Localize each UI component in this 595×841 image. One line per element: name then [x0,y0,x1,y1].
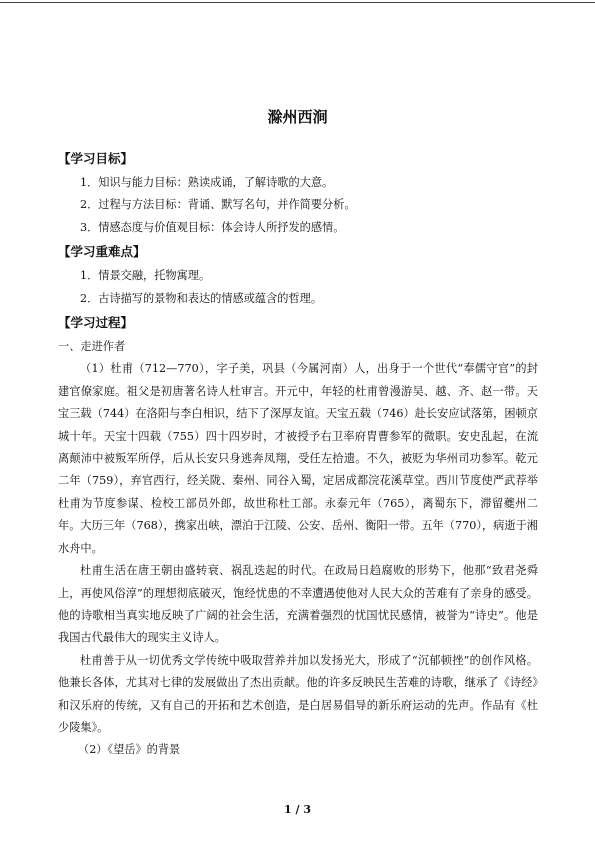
author-paragraph: 杜甫善于从一切优秀文学传统中吸取营养并加以发扬光大，形成了“沉郁顿挫”的创作风格。他兼长各体，尤其对七律的发展做出了杰出贡献。他的许多反映民生苦难的诗歌，继承了《诗经》和汉乐府的传统，又有自己的开拓和艺术创造，是白居易倡导的新乐府运动的先声。作品有《杜少陵集》。 [58,653,538,734]
page-number: 1 / 3 [284,803,311,816]
author-paragraph: 杜甫生活在唐王朝由盛转衰、祸乱迭起的时代。在政局日趋腐败的形势下，他那“致君尧舜上，再使风俗淳”的理想彻底破灭，饱经忧患的不幸遭遇使他对人民大众的苦难有了亲身的感受。他的诗歌相当真实地反映了广阔的社会生活，充满着强烈的忧国忧民感情，被誉为“诗史”。他是我国古代最伟大的现实主义诗人。 [58,564,538,645]
objective-item: 2．过程与方法目标：背诵、默写名句，并作简要分析。 [80,198,356,212]
key-point-item: 1．情景交融，托物寓理。 [80,269,211,283]
objective-item: 1．知识与能力目标：熟读成诵，了解诗歌的大意。 [80,176,334,189]
section-heading-key-points: 【学习重难点】 [58,244,146,260]
header-rule [0,2,595,3]
key-point-item: 2．古诗描写的景物和表达的情感或蕴含的哲理。 [80,291,323,305]
background-heading: （2）《望岳》的背景 [78,743,181,757]
objective-item: 3．情感态度与价值观目标：体会诗人所抒发的感情。 [80,220,345,234]
section-heading-process: 【学习过程】 [58,315,134,331]
page-title: 滁州西涧 [267,108,328,126]
author-paragraph: （1）杜甫（712—770），字子美，巩县（今属河南）人，出身于一个世代“奉儒守官”的封建官僚家庭。祖父是初唐著名诗人杜审言。开元中，年轻的杜甫曾漫游吴、越、齐、赵一带。天宝三载（744）在洛阳与李白相识，结下了深厚友谊。天宝五载（746）赴长安应试落第，困顿京城十年。天宝十四载（755）四十四岁时，才被授予右卫率府胄曹参军的微职。安史乱起，在流离颠沛中被叛军所俘，后从长安只身逃奔凤翔，受任左拾遗。不久，被贬为华州司功参军。乾元二年（759），弃官西行，经关陇、秦州、同谷入蜀，定居成都浣花溪草堂。西川节度使严武荐举杜甫为节度参谋、检校工部员外郎，故世称杜工部。永泰元年（765），离蜀东下，滞留夔州二年。大历三年（768），携家出峡，漂泊于江陵、公安、岳州、衡阳一带。五年（770），病逝于湘水舟中。 [58,362,538,555]
section-heading-objectives: 【学习目标】 [58,151,134,166]
subheading-author: 一、走进作者 [58,340,126,354]
document-body [58,146,538,762]
